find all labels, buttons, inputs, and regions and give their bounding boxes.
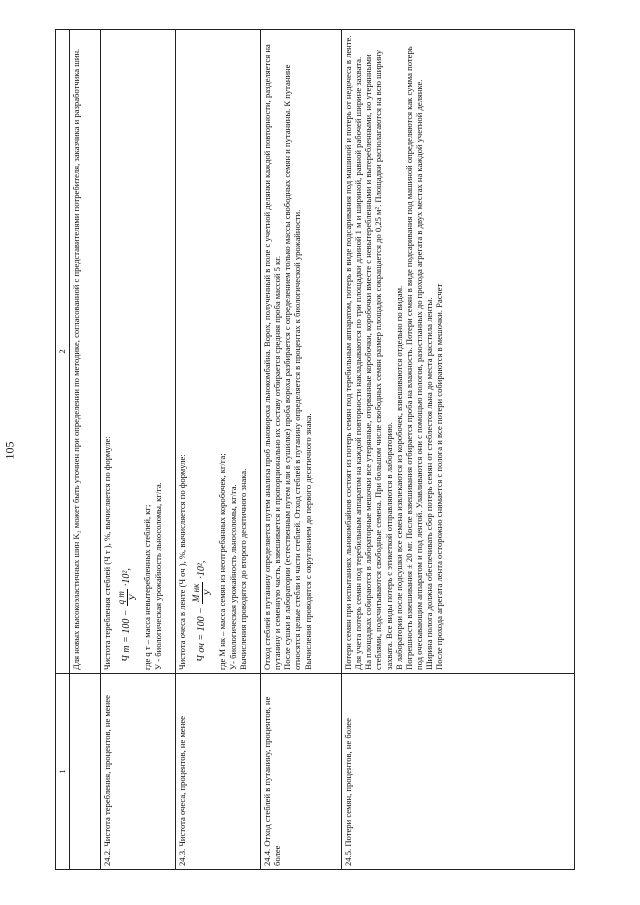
formula-tail: ·10², [121, 568, 133, 587]
row-3-paragraph: Вычисления проводятся с округлением до первого десятичного знака. [302, 413, 313, 670]
formula-denominator: У [127, 594, 138, 601]
row-3-label: 24.4. Отход стеблей в путанину, процентов, не более [261, 674, 342, 870]
row-4-label: 24.5. Потери семян, процентов, не более [342, 674, 575, 870]
formula-numerator: M нк [191, 583, 202, 603]
row-0-text: Для новых высокоэластичных шин K₂ может быть уточнен при определении по методике, согласованной с представителями потребителя, заказчика и разработчика шин. [70, 30, 101, 674]
page-number: 105 [2, 441, 17, 460]
table-row [176, 30, 261, 870]
formula-fraction [116, 589, 138, 606]
row-3-paragraph: Отход стеблей в путанину определяется путем анализа проб льновороха льнокомбайна. Ворох, полученный в поле с учетной делянки каждой повторности, разделяется на путанину и семенную часть, взвешивается и пропорционально их составу отбирается средняя проба массой 5 кг. [262, 44, 283, 670]
row-4-paragraph: Потери семян при испытаниях льнокомбайнов состоят из потерь семян под теребильным аппаратом, потерь в виде подсаривания под машиной и потерь от недочеса в ленте. [343, 35, 353, 670]
row-4-paragraph: В лаборатории после подсушки все семена извлекаются из коробочек, взвешиваются отдельно по видам. [393, 285, 404, 670]
row-1-label: 24.2. Чистота теребления, процентов, не менее [101, 674, 176, 870]
row-4-paragraph: Ширина полога должна обеспечивать сбор потерь семян от стеблестоя льна до места расстила ленты. [424, 297, 435, 670]
formula-lhs: Ч оч = 100 − [196, 607, 208, 662]
formula-tail: ·10², [196, 560, 208, 579]
table-row [70, 30, 101, 870]
column-header-2: 2 [56, 30, 70, 674]
formula-lhs: Ч т = 100 − [121, 609, 133, 662]
header-row [56, 30, 70, 870]
formula-denominator: У [202, 589, 213, 596]
row-2-intro: Чистота очеса в ленте (Ч оч ), %, вычисляется по формуле: [177, 454, 187, 670]
column-header-1: 1 [56, 674, 70, 870]
row-2-content [176, 30, 261, 674]
row-2-label: 24.3. Чистота очеса, процентов, не менее [176, 674, 261, 870]
row-1-intro: Чистота теребления стеблей (Ч т ), %, вычисляется по формуле: [102, 436, 112, 670]
row-3-content [261, 30, 342, 674]
row-4-paragraph: На площадках собираются в лабораторные мешочки все утерянные, оторванные коробочки, коробочки вместе с невытеребленными и вытеребленными, но утерянными стеблями, подсчитываются свободные семена. При большом числе свободных семян размер площадок сокращается до 0,25 м². Площадки располагаются на всю ширину захвата. Все виды потерь с этикеткой отправляются в лабораторию. [363, 49, 394, 670]
formula-numerator: q т [116, 591, 127, 605]
row-1-formula [116, 568, 138, 662]
row-1-def: У - биологическая урожайность льносоломы, кг/га. [152, 482, 163, 670]
table-row [261, 30, 342, 870]
row-3-paragraph: После сушки в лаборатории (естественным путем или в сушилке) проба вороха разбирается с определением только массы свободных семян и путанины. К путанине относятся целые стебли и части стеблей. Отход стеблей в путанину определяется в процентах к биологической урожайности. [282, 64, 303, 670]
row-2-def: У- биологическая урожайность льносоломы, кг/га. [227, 484, 238, 670]
row-2-formula [191, 561, 213, 662]
formula-fraction [191, 582, 213, 604]
table-row [101, 30, 176, 870]
row-4-paragraph: Для учета потерь семян под теребильным аппаратом на каждой повторности накладываются по три площадки длиной 1 м и шириной, равной рабочей ширине захвата. [353, 56, 364, 670]
row-2-def: Вычисления проводятся до второго десятичного знака. [237, 468, 248, 670]
table-row [342, 30, 575, 870]
row-1-content [101, 30, 176, 674]
row-4-paragraph: Погрешность взвешивания ± 20 мг. После взвешивания отбирается проба на влажность. Потери семян в виде подсаривания под машиной определяются как сумма потерь под очесывающим аппаратом и под лентой. Улавливаются они с помощью пологов, разостланных до прохода агрегата в двух местах на каждой учетной делянке. [403, 46, 424, 670]
spec-table [55, 29, 575, 870]
row-1-def: где q т – масса невытеребленных стеблей, кг; [142, 504, 153, 670]
row-4-content [342, 30, 575, 674]
rotated-page-content [55, 30, 575, 870]
row-0-label [70, 674, 101, 870]
row-4-paragraph: После прохода агрегата лента осторожно снимается с полога и все потери собираются в мешочки. Расчет [434, 283, 445, 670]
row-2-def: где M нк – масса семян из неотгребанных коробочек, кг/га; [217, 453, 228, 670]
